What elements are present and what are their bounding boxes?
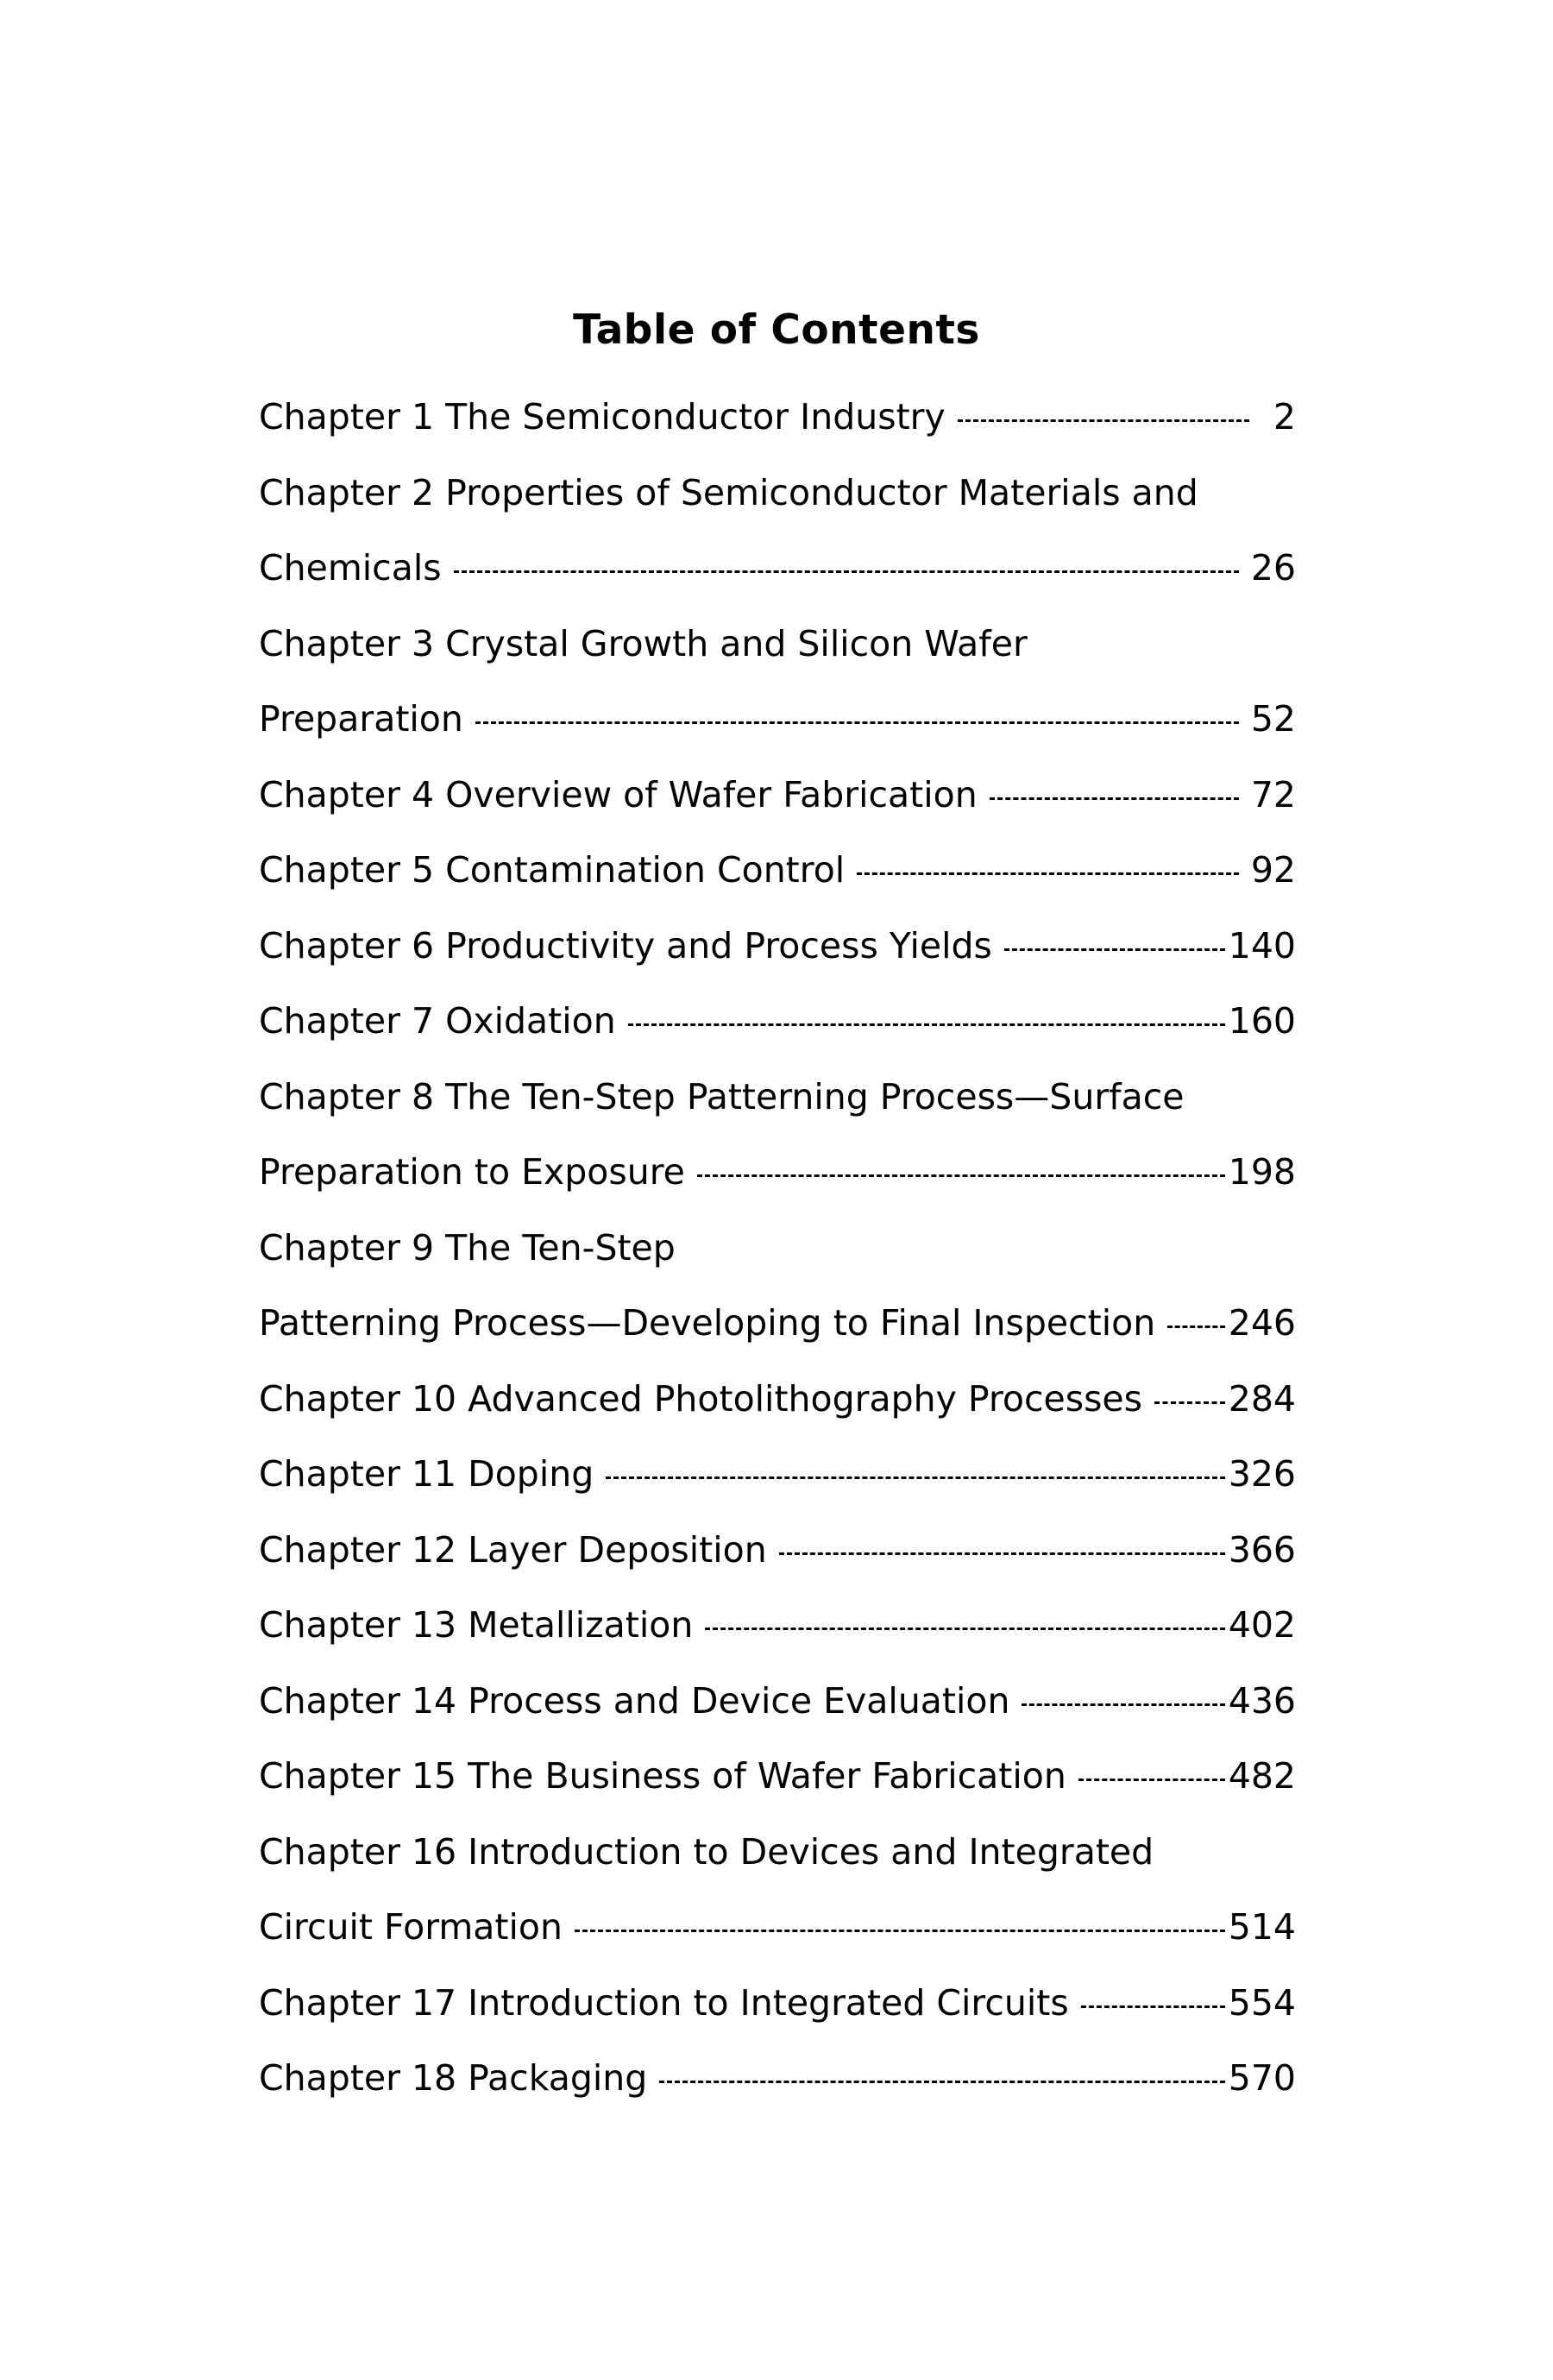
toc-page-number: 198 — [1228, 1151, 1296, 1193]
toc-entry-continued[interactable] — [259, 607, 1296, 683]
dot-leader — [606, 1476, 1224, 1479]
toc-entry-continued[interactable] — [259, 1815, 1296, 1891]
toc-entry[interactable] — [259, 1588, 1296, 1664]
toc-entry-text: Chapter 16 Introduction to Devices and Integrated — [259, 1830, 1154, 1873]
toc-entry-text: Chapter 5 Contamination Control — [259, 849, 846, 891]
toc-entry-continued[interactable] — [259, 1211, 1296, 1287]
toc-page-number: 246 — [1228, 1302, 1296, 1344]
toc-entry-text: Chapter 8 The Ten-Step Patterning Process—Surface — [259, 1075, 1185, 1118]
toc-entry-text: Chapter 14 Process and Device Evaluation — [259, 1679, 1010, 1722]
toc-page-number: 160 — [1228, 1000, 1296, 1042]
dot-leader — [779, 1552, 1225, 1555]
toc-entry-text: Chapter 18 Packaging — [259, 2057, 648, 2099]
toc-page-number: 72 — [1250, 773, 1296, 815]
toc-page-number: 92 — [1250, 849, 1296, 891]
toc-entry[interactable] — [259, 833, 1296, 909]
toc-entry-text: Patterning Process—Developing to Final Inspection — [259, 1302, 1156, 1344]
toc-entry-text: Chapter 2 Properties of Semiconductor Materials and — [259, 471, 1198, 513]
toc-page-number: 554 — [1228, 1981, 1296, 2024]
toc-entry[interactable] — [259, 1664, 1296, 1740]
toc-page-number: 140 — [1228, 924, 1296, 966]
toc-entry-text: Chapter 4 Overview of Wafer Fabrication — [259, 773, 978, 815]
dot-leader — [1154, 1401, 1225, 1404]
toc-entry-continued[interactable] — [259, 1060, 1296, 1136]
dot-leader — [1022, 1703, 1224, 1706]
dot-leader — [475, 721, 1239, 724]
toc-page-number: 26 — [1250, 547, 1296, 589]
toc-entry-text: Preparation — [259, 698, 463, 740]
dot-leader — [990, 797, 1239, 800]
toc-entry[interactable] — [259, 531, 1296, 607]
toc-entry-text: Chapter 7 Oxidation — [259, 1000, 616, 1042]
toc-entry[interactable] — [259, 1437, 1296, 1513]
toc-page-number: 514 — [1228, 1906, 1296, 1948]
toc-entry-text: Circuit Formation — [259, 1906, 563, 1948]
dot-leader — [857, 872, 1239, 875]
toc-page-number: 326 — [1228, 1453, 1296, 1495]
toc-entry-text: Chapter 13 Metallization — [259, 1604, 694, 1646]
toc-entry[interactable] — [259, 1890, 1296, 1966]
toc-entry-text: Chapter 12 Layer Deposition — [259, 1528, 767, 1571]
toc-entry[interactable] — [259, 2041, 1296, 2117]
dot-leader — [1081, 2005, 1225, 2008]
page-title: Table of Contents — [573, 306, 980, 354]
dot-leader — [628, 1023, 1225, 1026]
dot-leader — [575, 1930, 1225, 1932]
toc-page-number: 436 — [1228, 1679, 1296, 1722]
toc-entry[interactable] — [259, 909, 1296, 985]
toc-entry-text: Chapter 6 Productivity and Process Yields — [259, 924, 992, 966]
toc-page-number: 2 — [1273, 396, 1296, 438]
toc-entry-text: Chapter 9 The Ten-Step — [259, 1226, 676, 1269]
toc-entry[interactable] — [259, 380, 1296, 456]
dot-leader — [697, 1174, 1225, 1177]
dot-leader — [1004, 948, 1225, 951]
toc-entry[interactable] — [259, 1966, 1296, 2042]
toc-entry-text: Preparation to Exposure — [259, 1151, 685, 1193]
toc-entry-continued[interactable] — [259, 456, 1296, 532]
dot-leader — [958, 419, 1249, 422]
toc-page-number: 284 — [1228, 1377, 1296, 1420]
toc-page-number: 52 — [1250, 698, 1296, 740]
toc-entry-text: Chapter 1 The Semiconductor Industry — [259, 396, 946, 438]
dot-leader — [1078, 1779, 1225, 1781]
toc-entry[interactable] — [259, 758, 1296, 834]
toc-entry[interactable] — [259, 1286, 1296, 1362]
toc-entry-text: Chapter 3 Crystal Growth and Silicon Wafer — [259, 622, 1028, 664]
toc-entry[interactable] — [259, 1513, 1296, 1589]
toc-entry[interactable] — [259, 1739, 1296, 1815]
toc-entry-text: Chapter 15 The Business of Wafer Fabrication — [259, 1755, 1066, 1797]
toc-entry[interactable] — [259, 1135, 1296, 1211]
dot-leader — [454, 570, 1239, 573]
toc-entry[interactable] — [259, 984, 1296, 1060]
dot-leader — [705, 1628, 1224, 1630]
table-of-contents — [259, 380, 1296, 2117]
dot-leader — [1167, 1325, 1225, 1328]
toc-page-number: 482 — [1228, 1755, 1296, 1797]
toc-entry-text: Chemicals — [259, 547, 442, 589]
toc-entry[interactable] — [259, 682, 1296, 758]
toc-entry-text: Chapter 17 Introduction to Integrated Circuits — [259, 1981, 1069, 2024]
toc-entry-text: Chapter 11 Doping — [259, 1453, 594, 1495]
toc-entry[interactable] — [259, 1362, 1296, 1438]
dot-leader — [659, 2081, 1224, 2083]
toc-page-number: 402 — [1228, 1604, 1296, 1646]
toc-page-number: 570 — [1228, 2057, 1296, 2099]
toc-page-number: 366 — [1228, 1528, 1296, 1571]
toc-entry-text: Chapter 10 Advanced Photolithography Processes — [259, 1377, 1143, 1420]
